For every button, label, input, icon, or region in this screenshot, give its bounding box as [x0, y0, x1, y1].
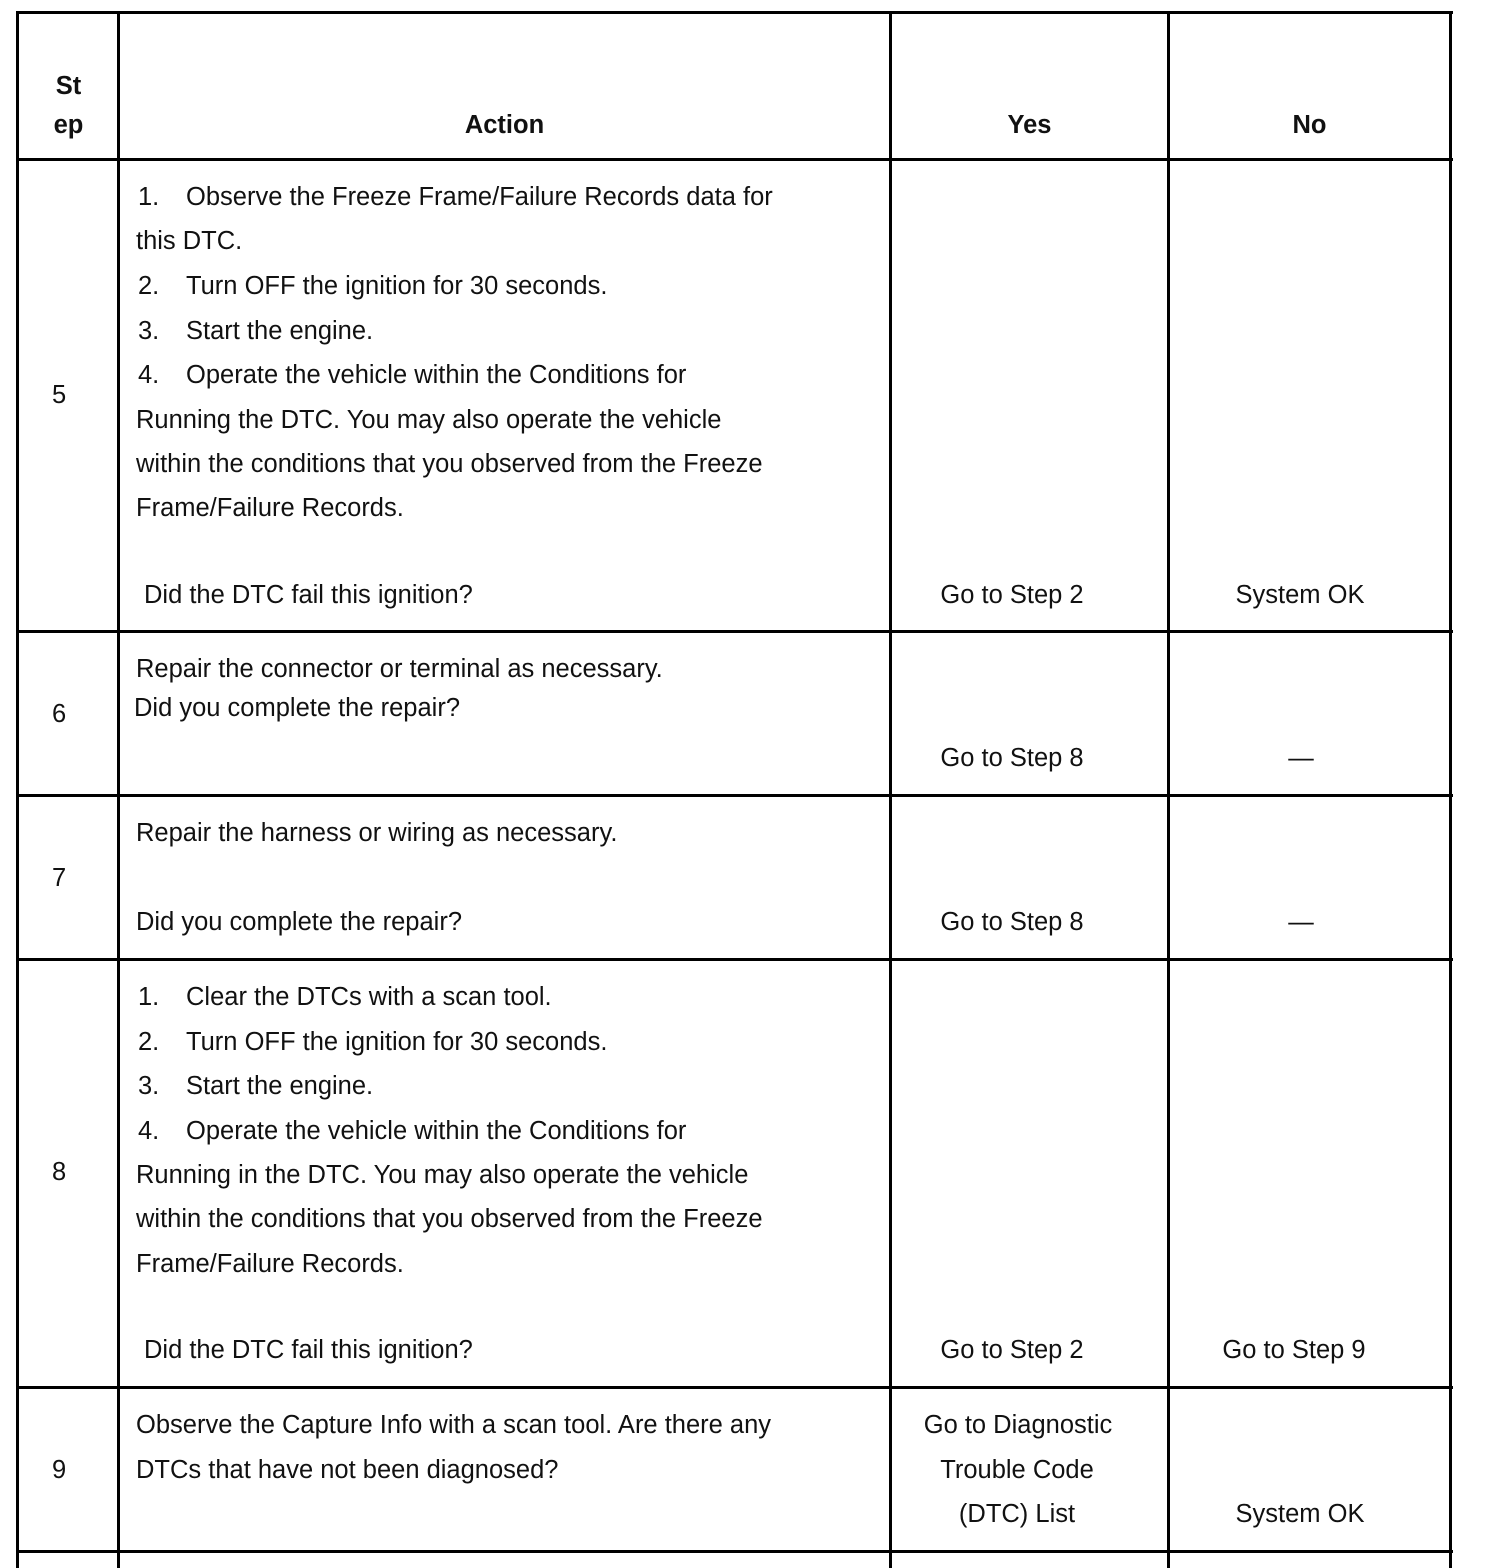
table-border-top: [16, 11, 1453, 14]
list-number: 4.: [138, 361, 160, 389]
yes-result: Go to Step 2: [940, 1336, 1084, 1364]
action-text: Start the engine.: [186, 1072, 374, 1100]
no-result: Go to Step 9: [1222, 1336, 1366, 1364]
action-text: Operate the vehicle within the Conditions for: [186, 1117, 687, 1145]
action-line: Frame/Failure Records.: [136, 1250, 404, 1278]
yes-result: Go to Step 8: [940, 744, 1084, 772]
no-result: —: [1288, 744, 1314, 772]
list-number: 4.: [138, 1117, 160, 1145]
step-number: 8: [52, 1158, 67, 1186]
header-action: Action: [464, 111, 545, 139]
action-line: Repair the harness or wiring as necessary.: [136, 819, 618, 847]
action-text: Operate the vehicle within the Conditions for: [186, 361, 687, 389]
action-line: [138, 316, 373, 346]
yes-result: Go to Step 2: [940, 581, 1084, 609]
action-line: Observe the Capture Info with a scan tool. Are there any: [136, 1411, 772, 1439]
action-line: within the conditions that you observed from the Freeze: [136, 450, 763, 478]
yes-result-line: (DTC) List: [958, 1500, 1076, 1528]
action-line: [138, 1116, 686, 1146]
yes-result-line: Go to Diagnostic: [923, 1411, 1113, 1439]
action-question: Did you complete the repair?: [136, 908, 463, 936]
action-line: [138, 1071, 373, 1101]
header-step-line2: ep: [53, 111, 84, 139]
action-line: Repair the connector or terminal as necessary.: [136, 655, 663, 683]
action-line: [138, 982, 552, 1012]
no-result: System OK: [1235, 581, 1365, 609]
header-no: No: [1292, 111, 1327, 139]
action-line: [138, 182, 773, 212]
table-border-right: [1449, 11, 1452, 1568]
list-number: 1.: [138, 983, 160, 1011]
row-divider: [16, 1550, 1453, 1553]
table-border-left: [16, 11, 19, 1568]
row-divider: [16, 794, 1453, 797]
header-yes: Yes: [1007, 111, 1052, 139]
step-number: 5: [52, 381, 67, 409]
action-line: this DTC.: [136, 227, 243, 255]
header-step-line1: St: [55, 72, 82, 100]
list-number: 3.: [138, 317, 160, 345]
no-result: —: [1288, 908, 1314, 936]
column-divider: [117, 11, 120, 1568]
action-text: Turn OFF the ignition for 30 seconds.: [186, 272, 608, 300]
action-question: Did the DTC fail this ignition?: [144, 581, 473, 609]
action-line: [138, 360, 686, 390]
action-text: Observe the Freeze Frame/Failure Records data for: [186, 183, 773, 211]
action-line: within the conditions that you observed from the Freeze: [136, 1205, 763, 1233]
yes-result-line: Trouble Code: [940, 1456, 1094, 1484]
action-question: Did the DTC fail this ignition?: [144, 1336, 473, 1364]
action-line: [138, 271, 607, 301]
action-line: Did you complete the repair?: [134, 694, 461, 722]
list-number: 2.: [138, 1028, 160, 1056]
action-text: Start the engine.: [186, 317, 374, 345]
list-number: 1.: [138, 183, 160, 211]
action-line: Running the DTC. You may also operate the vehicle: [136, 406, 722, 434]
list-number: 3.: [138, 1072, 160, 1100]
header-divider: [16, 158, 1453, 161]
no-result: System OK: [1235, 1500, 1365, 1528]
row-divider: [16, 630, 1453, 633]
header-step: [20, 71, 117, 140]
action-line: Running in the DTC. You may also operate the vehicle: [136, 1161, 749, 1189]
step-number: 6: [52, 700, 67, 728]
yes-result: Go to Step 8: [940, 908, 1084, 936]
action-text: Turn OFF the ignition for 30 seconds.: [186, 1028, 608, 1056]
action-line: DTCs that have not been diagnosed?: [136, 1456, 559, 1484]
step-number: 9: [52, 1456, 67, 1484]
action-line: [138, 1027, 607, 1057]
row-divider: [16, 958, 1453, 961]
action-text: Clear the DTCs with a scan tool.: [186, 983, 552, 1011]
step-number: 7: [52, 864, 67, 892]
action-line: Frame/Failure Records.: [136, 494, 404, 522]
list-number: 2.: [138, 272, 160, 300]
row-divider: [16, 1386, 1453, 1389]
